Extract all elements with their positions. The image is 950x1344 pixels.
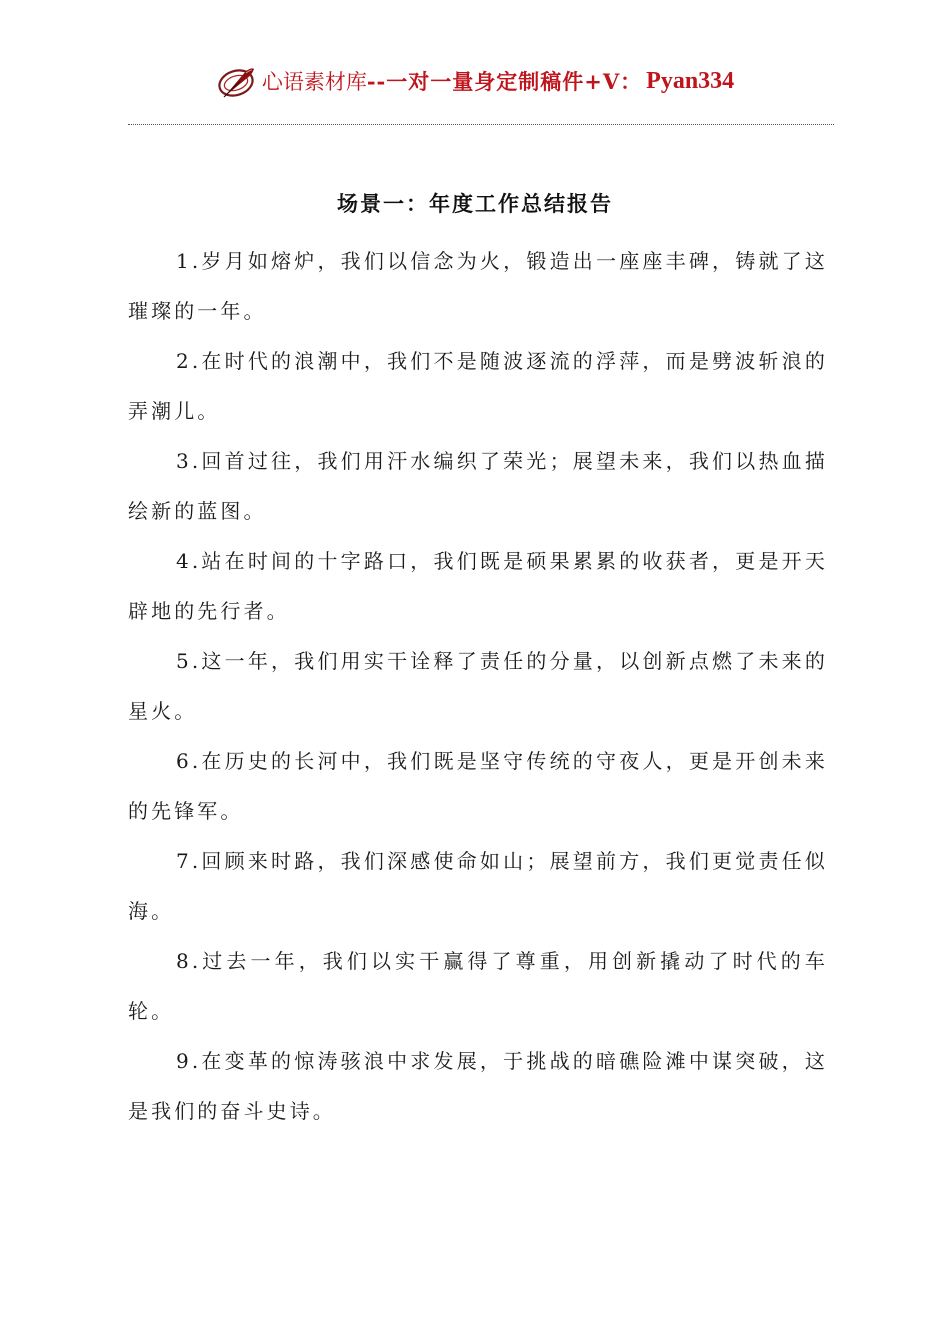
brand-name: 心语素材库	[261, 70, 367, 94]
paragraph-2: 2.在时代的浪潮中，我们不是随波逐流的浮萍，而是劈波斩浪的弄潮儿。	[128, 349, 828, 423]
brand-tagline: --一对一量身定制稿件+V：	[366, 69, 643, 94]
paragraph-6: 6.在历史的长河中，我们既是坚守传统的守夜人，更是开创未来的先锋军。	[128, 749, 828, 823]
paragraph-3: 3.回首过往，我们用汗水编织了荣光；展望未来，我们以热血描绘新的蓝图。	[128, 449, 828, 523]
paragraph-4: 4.站在时间的十字路口，我们既是硕果累累的收获者，更是开天辟地的先行者。	[128, 549, 828, 623]
page-header	[0, 58, 950, 104]
paragraph-1: 1.岁月如熔炉，我们以信念为火，锻造出一座座丰碑，铸就了这璀璨的一年。	[128, 249, 828, 323]
header-divider	[128, 124, 834, 125]
quill-pen-logo-icon	[216, 63, 260, 103]
header-banner	[216, 61, 734, 101]
document-title: 场景一：年度工作总结报告	[337, 192, 613, 216]
document-body	[128, 236, 828, 1136]
paragraph-5: 5.这一年，我们用实干诠释了责任的分量，以创新点燃了未来的星火。	[128, 649, 828, 723]
paragraph-9: 9.在变革的惊涛骇浪中求发展，于挑战的暗礁险滩中谋突破，这是我们的奋斗史诗。	[128, 1049, 828, 1123]
wechat-id: Pyan334	[646, 67, 735, 94]
paragraph-7: 7.回顾来时路，我们深感使命如山；展望前方，我们更觉责任似海。	[128, 849, 828, 923]
paragraph-8: 8.过去一年，我们以实干赢得了尊重，用创新撬动了时代的车轮。	[128, 949, 828, 1023]
